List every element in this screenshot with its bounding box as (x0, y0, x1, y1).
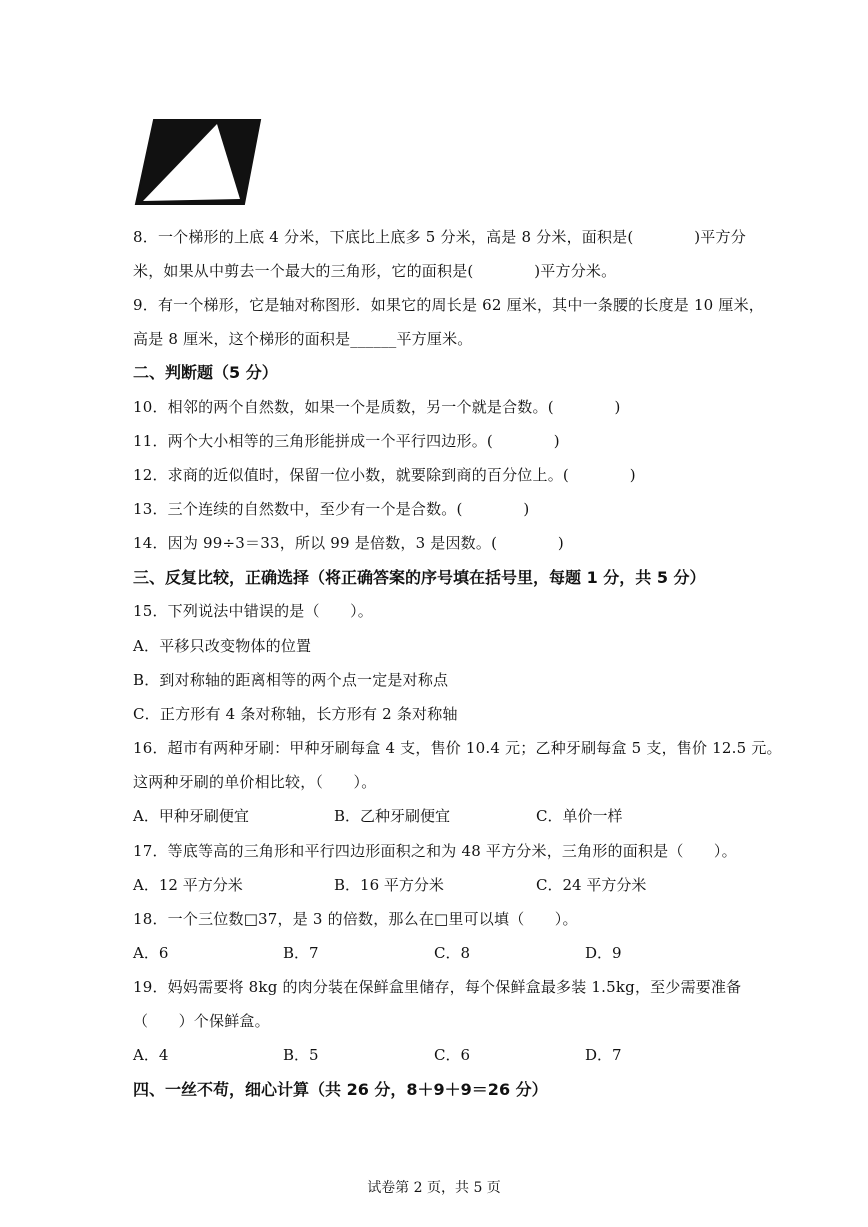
question-19-stem-2: （ ）个保鲜盒。 (133, 1012, 270, 1030)
question-17-option-b: B．16 平方分米 (334, 876, 444, 894)
question-18-option-d: D．9 (585, 944, 622, 962)
question-17-option-a: A．12 平方分米 (133, 876, 243, 894)
question-11: 11．两个大小相等的三角形能拼成一个平行四边形。( ) (133, 432, 560, 450)
question-15-option-a: A．平移只改变物体的位置 (133, 637, 312, 655)
question-19-option-b: B．5 (283, 1046, 319, 1064)
question-15-stem: 15．下列说法中错误的是（ ）。 (133, 602, 373, 620)
section-2-title: 二、判断题（5 分） (133, 363, 278, 382)
parallelogram-triangle-figure (132, 116, 264, 208)
question-9-line-1: 9．有一个梯形，它是轴对称图形．如果它的周长是 62 厘米，其中一条腰的长度是 10 厘米， (133, 296, 764, 314)
question-19-option-a: A．4 (133, 1046, 169, 1064)
question-18-option-c: C．8 (434, 944, 471, 962)
question-18-option-b: B．7 (283, 944, 319, 962)
question-16-stem-1: 16．超市有两种牙刷：甲种牙刷每盒 4 支，售价 10.4 元；乙种牙刷每盒 5 支，售价 12.5 元。 (133, 739, 782, 757)
question-17-stem: 17．等底等高的三角形和平行四边形面积之和为 48 平方分米，三角形的面积是（ ）。 (133, 842, 737, 860)
question-13: 13．三个连续的自然数中，至少有一个是合数。( ) (133, 500, 530, 518)
question-9-line-2: 高是 8 厘米，这个梯形的面积是______平方厘米。 (133, 330, 473, 348)
question-16-option-a: A．甲种牙刷便宜 (133, 807, 249, 825)
page-footer: 试卷第 2 页，共 5 页 (367, 1180, 501, 1196)
question-19-option-c: C．6 (434, 1046, 471, 1064)
question-8-line-2: 米，如果从中剪去一个最大的三角形，它的面积是( )平方分米。 (133, 262, 617, 280)
question-8-line-1: 8．一个梯形的上底 4 分米，下底比上底多 5 分米，高是 8 分米，面积是( )平方分 (133, 228, 746, 246)
question-16-stem-2: 这两种牙刷的单价相比较，（ ）。 (133, 773, 377, 791)
question-18-option-a: A．6 (133, 944, 169, 962)
question-15-option-b: B．到对称轴的距离相等的两个点一定是对称点 (133, 671, 449, 689)
section-4-title: 四、一丝不苟，细心计算（共 26 分，8＋9＋9＝26 分） (133, 1080, 548, 1099)
question-19-option-d: D．7 (585, 1046, 622, 1064)
question-16-option-c: C．单价一样 (536, 807, 623, 825)
question-18-stem: 18．一个三位数□37，是 3 的倍数，那么在□里可以填（ ）。 (133, 910, 578, 928)
question-16-option-b: B．乙种牙刷便宜 (334, 807, 451, 825)
question-19-stem-1: 19．妈妈需要将 8kg 的肉分装在保鲜盒里储存，每个保鲜盒最多装 1.5kg，至少需要准备 (133, 978, 742, 996)
question-10: 10．相邻的两个自然数，如果一个是质数，另一个就是合数。( ) (133, 398, 621, 416)
question-17-option-c: C．24 平方分米 (536, 876, 647, 894)
question-15-option-c: C．正方形有 4 条对称轴，长方形有 2 条对称轴 (133, 705, 458, 723)
section-3-title: 三、反复比较，正确选择（将正确答案的序号填在括号里，每题 1 分，共 5 分） (133, 568, 706, 587)
question-14: 14．因为 99÷3＝33，所以 99 是倍数，3 是因数。( ) (133, 534, 564, 552)
question-12: 12．求商的近似值时，保留一位小数，就要除到商的百分位上。( ) (133, 466, 636, 484)
